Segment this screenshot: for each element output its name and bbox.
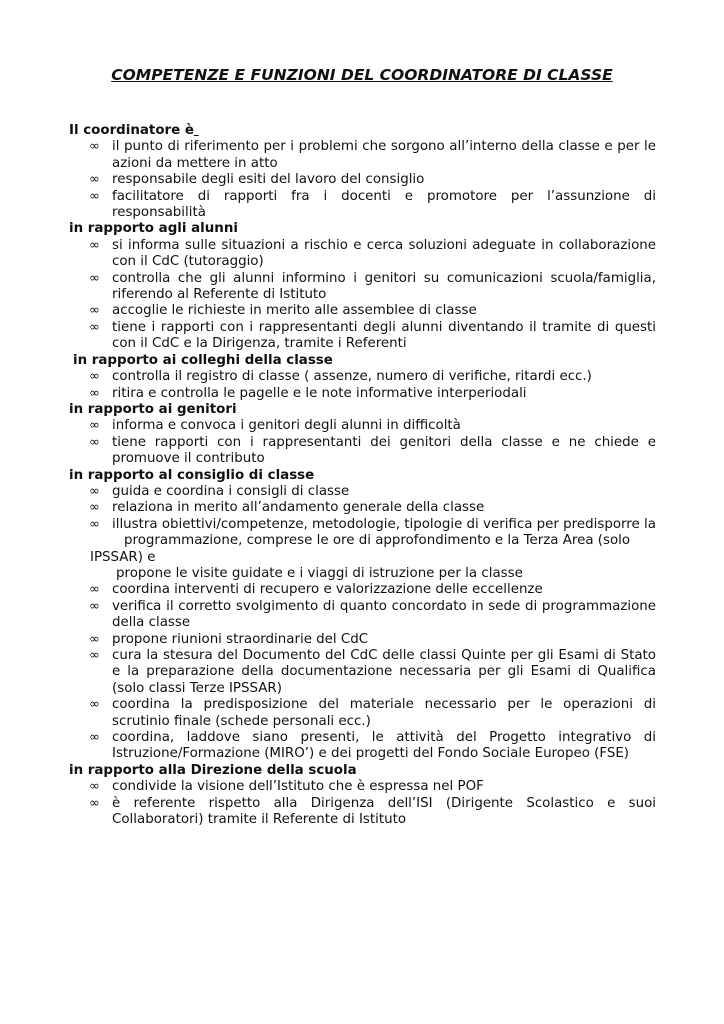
list-item: ∞ propone riunioni straordinarie del CdC	[89, 631, 369, 647]
infinity-bullet-icon: ∞	[89, 795, 100, 811]
continuation-line: programmazione, comprese le ore di approfondimento e la Terza Area (solo	[124, 533, 631, 549]
heading-consiglio: in rapporto al consiglio di classe	[69, 467, 315, 483]
list-item: ∞ verifica il corretto svolgimento di quanto concordato in sede di programmazione della classe	[89, 598, 656, 631]
infinity-bullet-icon: ∞	[89, 369, 100, 385]
list-item: ∞ cura la stesura del Documento del CdC delle classi Quinte per gli Esami di Stato e la preparazione della documentazione necessaria per gli Esami di Qualifica (solo classi Terze IPSSAR)	[89, 648, 656, 696]
list-consiglio-b	[69, 582, 656, 762]
list-genitori	[69, 418, 656, 467]
infinity-bullet-icon: ∞	[89, 516, 100, 532]
infinity-bullet-icon: ∞	[89, 139, 100, 155]
infinity-bullet-icon: ∞	[89, 730, 100, 746]
document-title: COMPETENZE E FUNZIONI DEL COORDINATORE DI CLASSE	[111, 66, 613, 84]
list-item: ∞ è referente rispetto alla Dirigenza dell’ISI (Dirigente Scolastico e suoi Collaboratori) tramite il Referente di Istituto	[89, 795, 656, 828]
infinity-bullet-icon: ∞	[89, 418, 100, 434]
infinity-bullet-icon: ∞	[89, 631, 100, 647]
list-item: ∞ responsabile degli esiti del lavoro del consiglio	[89, 172, 425, 188]
list-item: ∞ informa e convoca i genitori degli alunni in difficoltà	[89, 418, 461, 434]
infinity-bullet-icon: ∞	[89, 385, 100, 401]
continuation-line: IPSSAR) e	[90, 549, 156, 565]
list-item: ∞ coordina, laddove siano presenti, le attività del Progetto integrativo di Istruzione/Formazione (MIRO’) e dei progetti del Fondo Sociale Europeo (FSE)	[89, 730, 656, 762]
infinity-bullet-icon: ∞	[89, 500, 100, 516]
list-item: ∞ coordina interventi di recupero e valorizzazione delle eccellenze	[89, 582, 543, 598]
heading-direzione: in rapporto alla Direzione della scuola	[69, 762, 357, 778]
list-item: ∞ tiene i rapporti con i rappresentanti degli alunni diventando il tramite di questi con il CdC e la Dirigenza, tramite i Referenti	[89, 319, 656, 352]
infinity-bullet-icon: ∞	[89, 779, 100, 795]
list-direzione	[69, 779, 656, 828]
infinity-bullet-icon: ∞	[89, 270, 100, 286]
infinity-bullet-icon: ∞	[89, 697, 100, 713]
heading-colleghi: in rapporto ai colleghi della classe	[73, 352, 333, 368]
list-item: ∞ guida e coordina i consigli di classe	[89, 483, 350, 499]
list-item: ∞ ritira e controlla le pagelle e le note informative interperiodali	[89, 385, 527, 401]
list-item: ∞ il punto di riferimento per i problemi che sorgono all’interno della classe e per le azioni da mettere in atto	[89, 139, 656, 171]
infinity-bullet-icon: ∞	[89, 319, 100, 335]
infinity-bullet-icon: ∞	[89, 582, 100, 598]
heading-coordinatore: Il coordinatore è	[69, 123, 194, 138]
list-item: ∞ accoglie le richieste in merito alle assemblee di classe	[89, 303, 477, 319]
list-item: ∞ si informa sulle situazioni a rischio e cerca soluzioni adeguate in collaborazione con il CdC (tutoraggio)	[89, 237, 656, 270]
list-item: ∞ relaziona in merito all’andamento generale della classe	[89, 500, 485, 516]
infinity-bullet-icon: ∞	[89, 188, 100, 204]
infinity-bullet-icon: ∞	[89, 303, 100, 319]
heading-alunni: in rapporto agli alunni	[69, 221, 238, 237]
infinity-bullet-icon: ∞	[89, 434, 100, 450]
continuation-line: propone le visite guidate e i viaggi di istruzione per la classe	[116, 565, 523, 581]
list-item: ∞ controlla il registro di classe ( assenze, numero di verifiche, ritardi ecc.)	[89, 369, 592, 385]
infinity-bullet-icon: ∞	[89, 172, 100, 188]
infinity-bullet-icon: ∞	[89, 648, 100, 663]
list-coordinatore	[69, 139, 656, 221]
infinity-bullet-icon: ∞	[89, 483, 100, 499]
infinity-bullet-icon: ∞	[89, 598, 100, 614]
infinity-bullet-icon: ∞	[89, 237, 100, 253]
document-body	[69, 123, 656, 828]
list-item: ∞ coordina la predisposizione del materiale necessario per le operazioni di scrutinio finale (schede personali ecc.)	[89, 697, 656, 729]
list-item: ∞ condivide la visione dell’Istituto che è espressa nel POF	[89, 779, 484, 795]
list-colleghi	[69, 369, 656, 402]
heading-genitori: in rapporto ai genitori	[69, 401, 237, 417]
list-item: ∞ illustra obiettivi/competenze, metodologie, tipologie di verifica per predisporre la	[89, 516, 656, 532]
list-consiglio-a	[69, 484, 656, 533]
list-alunni	[69, 238, 656, 353]
list-item: ∞ facilitatore di rapporti fra i docenti e promotore per l’assunzione di responsabilità	[89, 188, 656, 221]
list-item: ∞ tiene rapporti con i rappresentanti dei genitori della classe e ne chiede e promuove il contributo	[89, 434, 656, 467]
list-item: ∞ controlla che gli alunni informino i genitori su comunicazioni scuola/famiglia, riferendo al Referente di Istituto	[89, 270, 656, 303]
